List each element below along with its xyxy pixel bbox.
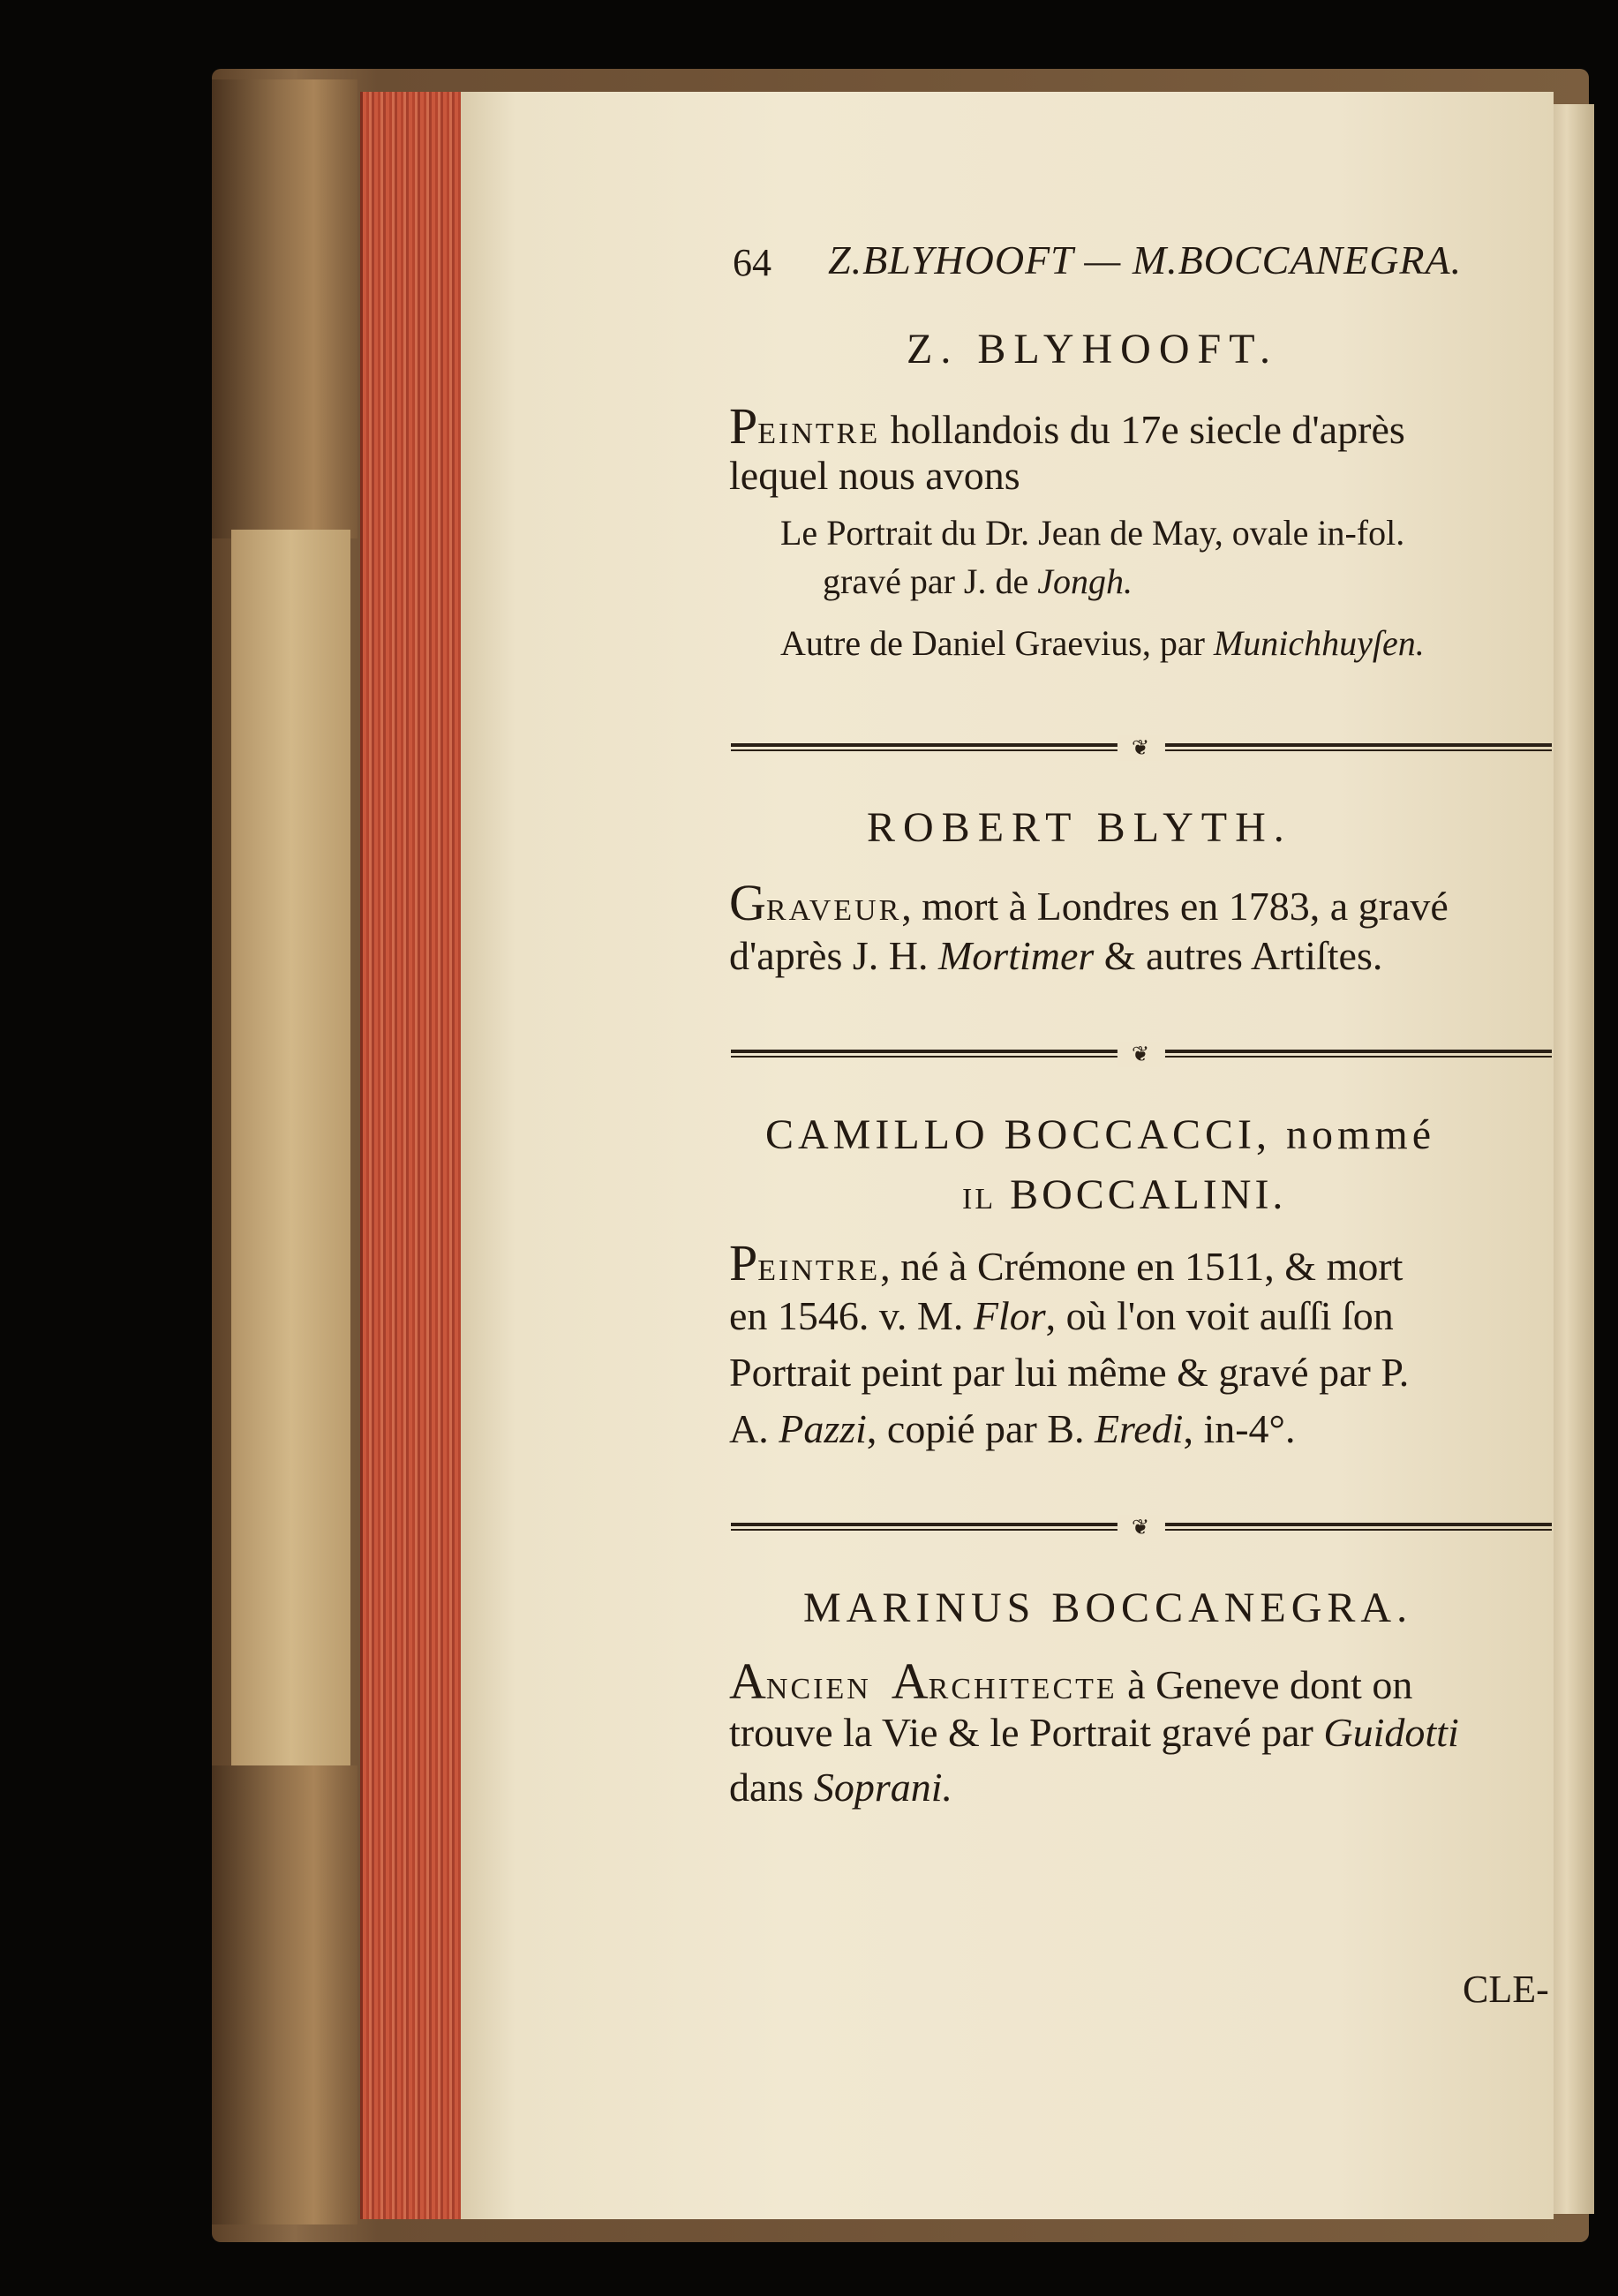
- ornamental-rule: [731, 737, 1552, 760]
- entry-text-line: PEINTRE, né à Crémone en 1511, & mort: [729, 1234, 1404, 1291]
- work-line: gravé par J. de Jongh.: [823, 561, 1133, 601]
- entry-text-line: PEINTRE hollandois du 17e siecle d'après: [729, 397, 1405, 455]
- work-line: Autre de Daniel Graevius, par Munichhuyſen.: [780, 623, 1425, 663]
- entry-title-boccacci: CAMILLO BOCCACCI, nommé: [765, 1111, 1436, 1158]
- ornament-icon: ❦: [1118, 1515, 1165, 1540]
- entry-text-line: A. Pazzi, copié par B. Eredi, in-4°.: [729, 1406, 1296, 1451]
- running-head: Z.BLYHOOFT — M.BOCCANEGRA.: [828, 237, 1463, 282]
- ornament-icon: ❦: [1118, 1042, 1165, 1067]
- red-page-edges: [360, 92, 465, 2219]
- entry-title-boccacci-line2: IL BOCCALINI.: [962, 1171, 1287, 1218]
- entry-text-line: en 1546. v. M. Flor, où l'on voit auſſi ſon: [729, 1293, 1394, 1338]
- entry-title-blyhooft: Z. BLYHOOFT.: [907, 326, 1278, 373]
- entry-text-line: lequel nous avons: [729, 453, 1020, 498]
- entry-text-line: d'après J. H. Mortimer & autres Artiſtes.: [729, 933, 1383, 978]
- spine-leather-top: [212, 79, 357, 538]
- spine-leather-bottom: [212, 1765, 357, 2224]
- entry-text-line: dans Soprani.: [729, 1765, 953, 1810]
- entry-text-line: Portrait peint par lui même & gravé par P.: [729, 1350, 1410, 1395]
- ornament-icon: ❦: [1118, 735, 1165, 761]
- entry-text-line: trouve la Vie & le Portrait gravé par Guidotti: [729, 1710, 1459, 1755]
- entry-title-blyth: ROBERT BLYTH.: [867, 804, 1292, 851]
- entry-title-boccanegra: MARINUS BOCCANEGRA.: [803, 1585, 1413, 1631]
- page-number: 64: [733, 241, 771, 284]
- catchword: CLE-: [1463, 1968, 1549, 2011]
- entry-text-line: ANCIEN ARCHITECTE à Geneve dont on: [729, 1652, 1413, 1710]
- spine-paper-patch: [231, 530, 350, 1765]
- ornamental-rule: [731, 1043, 1552, 1066]
- facing-page-edge: [1547, 104, 1594, 2214]
- book-page: [461, 92, 1554, 2219]
- work-line: Le Portrait du Dr. Jean de May, ovale in-fol.: [780, 513, 1405, 553]
- entry-text-line: GRAVEUR, mort à Londres en 1783, a gravé: [729, 874, 1449, 931]
- ornamental-rule: [731, 1517, 1552, 1539]
